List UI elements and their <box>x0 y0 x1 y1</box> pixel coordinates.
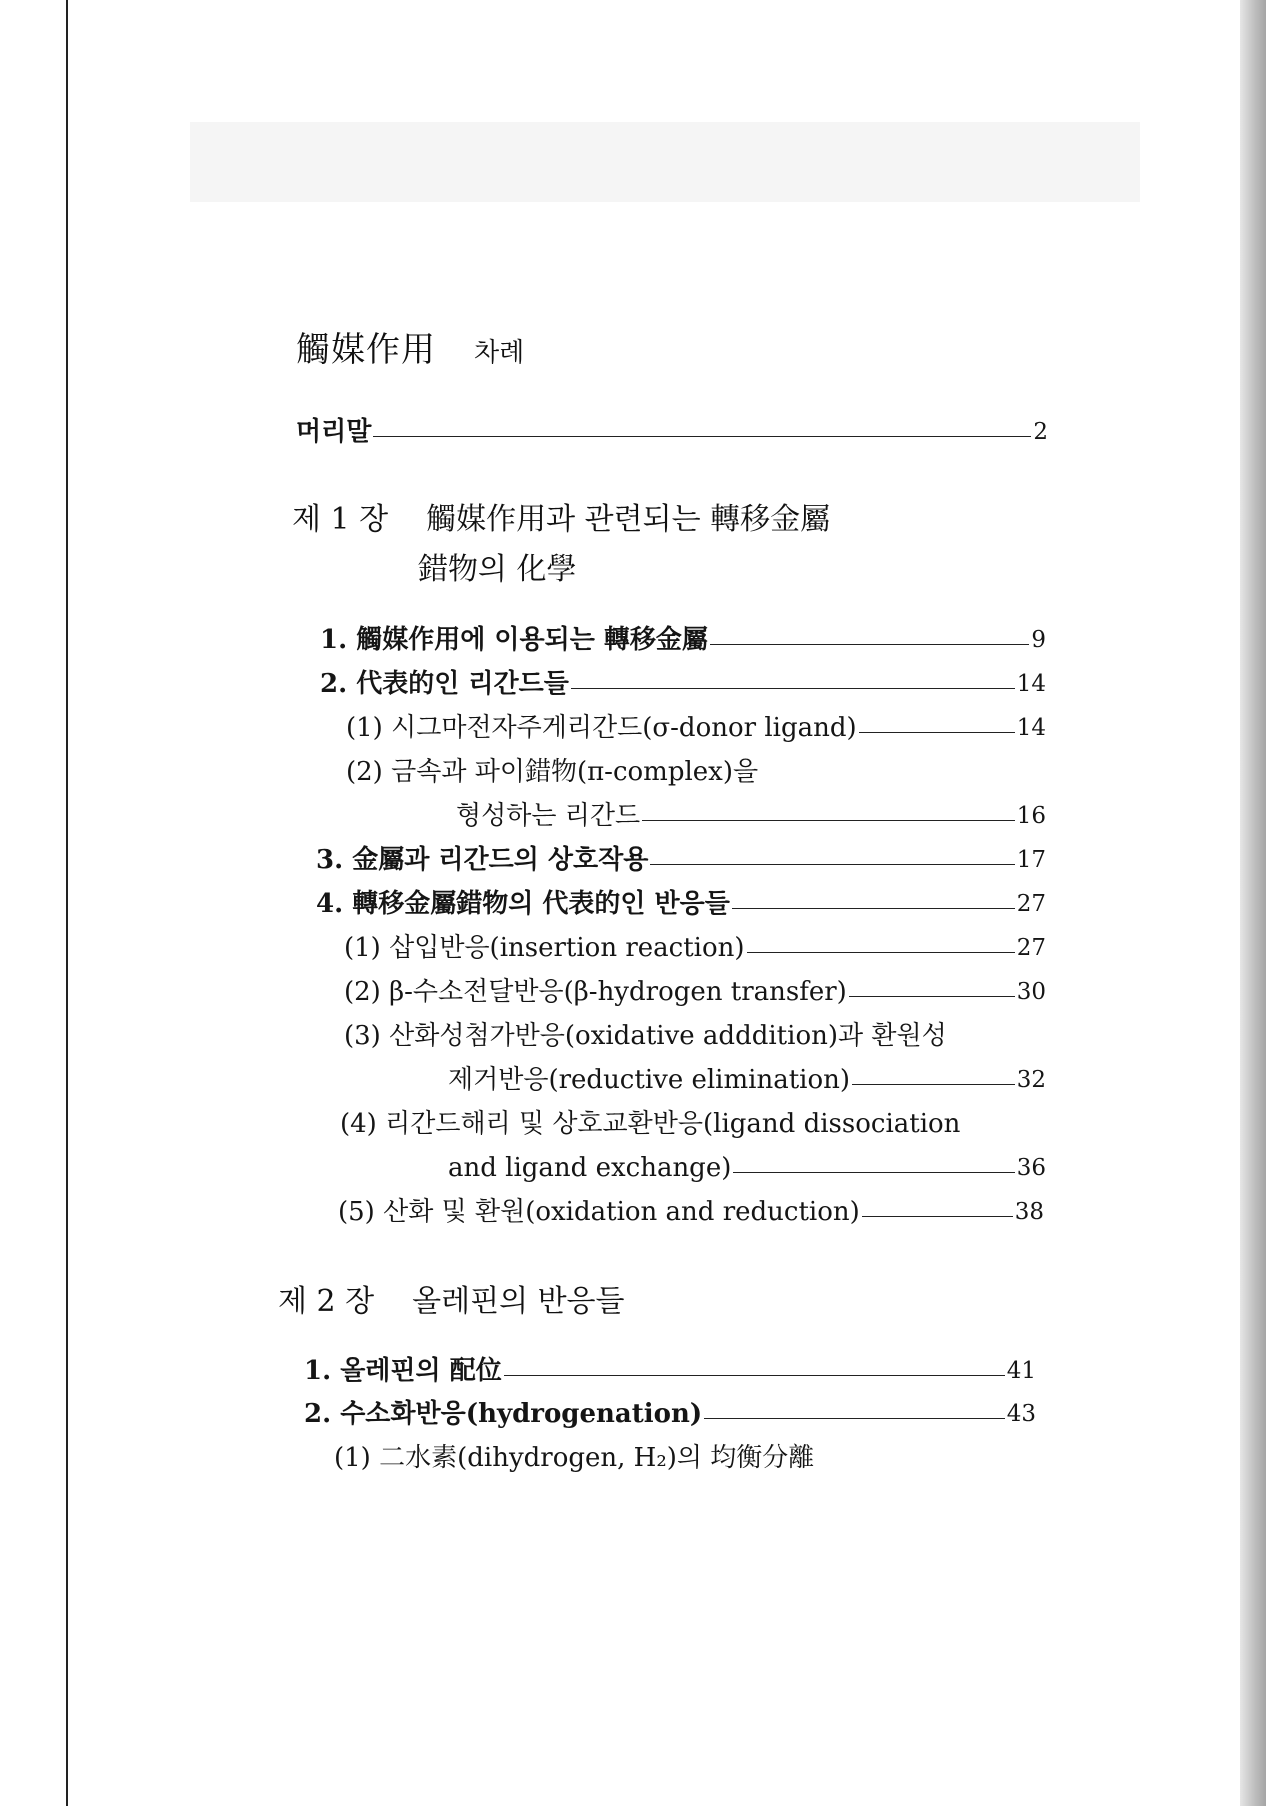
scan-tint-band <box>190 122 1140 202</box>
toc-entry-preface: 머리말 2 <box>296 417 1048 447</box>
chapter-1-heading: 제 1 장 觸媒作用과 관련되는 轉移金屬 <box>292 502 831 537</box>
toc-entry: (1) 삽입반응(insertion reaction) 27 <box>344 933 1046 963</box>
book-title: 觸媒作用 <box>296 330 436 370</box>
toc-entry: (1) 시그마전자주게리간드(σ-donor ligand) 14 <box>346 713 1046 743</box>
toc-entry: (1) 二水素(dihydrogen, H₂)의 均衡分離 <box>334 1443 815 1473</box>
page-left-margin <box>0 0 66 1806</box>
toc-entry: 2. 代表的인 리간드들 14 <box>320 669 1046 699</box>
contents-heading: 차례 <box>474 338 525 368</box>
toc-entry: 2. 수소화반응(hydrogenation) 43 <box>304 1399 1036 1429</box>
toc-entry: (3) 산화성첨가반응(oxidative adddition)과 환원성 <box>344 1021 947 1051</box>
page-edge-line <box>66 0 68 1806</box>
chapter-2-heading: 제 2 장 올레핀의 반응들 <box>278 1284 625 1319</box>
toc-entry: (4) 리간드해리 및 상호교환반응(ligand dissociation <box>340 1109 961 1139</box>
toc-entry: 3. 金屬과 리간드의 상호작용 17 <box>316 845 1046 875</box>
chapter-1-heading-line2: 錯物의 化學 <box>418 552 577 587</box>
toc-entry: 제거반응(reductive elimination) 32 <box>448 1065 1046 1095</box>
toc-entry: (2) 금속과 파이錯物(π-complex)을 <box>346 757 759 787</box>
toc-entry: (2) β-수소전달반응(β-hydrogen transfer) 30 <box>344 977 1046 1007</box>
toc-entry: and ligand exchange) 36 <box>448 1153 1046 1183</box>
toc-title <box>296 322 524 371</box>
toc-entry: 형성하는 리간드 16 <box>456 801 1046 831</box>
toc-entry: 1. 올레핀의 配位 41 <box>304 1356 1036 1386</box>
page-shadow <box>1240 0 1266 1806</box>
dot-leader <box>373 436 1031 437</box>
toc-entry: 1. 觸媒作用에 이용되는 轉移金屬 9 <box>320 625 1046 655</box>
toc-entry: 4. 轉移金屬錯物의 代表的인 반응들 27 <box>316 889 1046 919</box>
toc-entry: (5) 산화 및 환원(oxidation and reduction) 38 <box>338 1197 1044 1227</box>
